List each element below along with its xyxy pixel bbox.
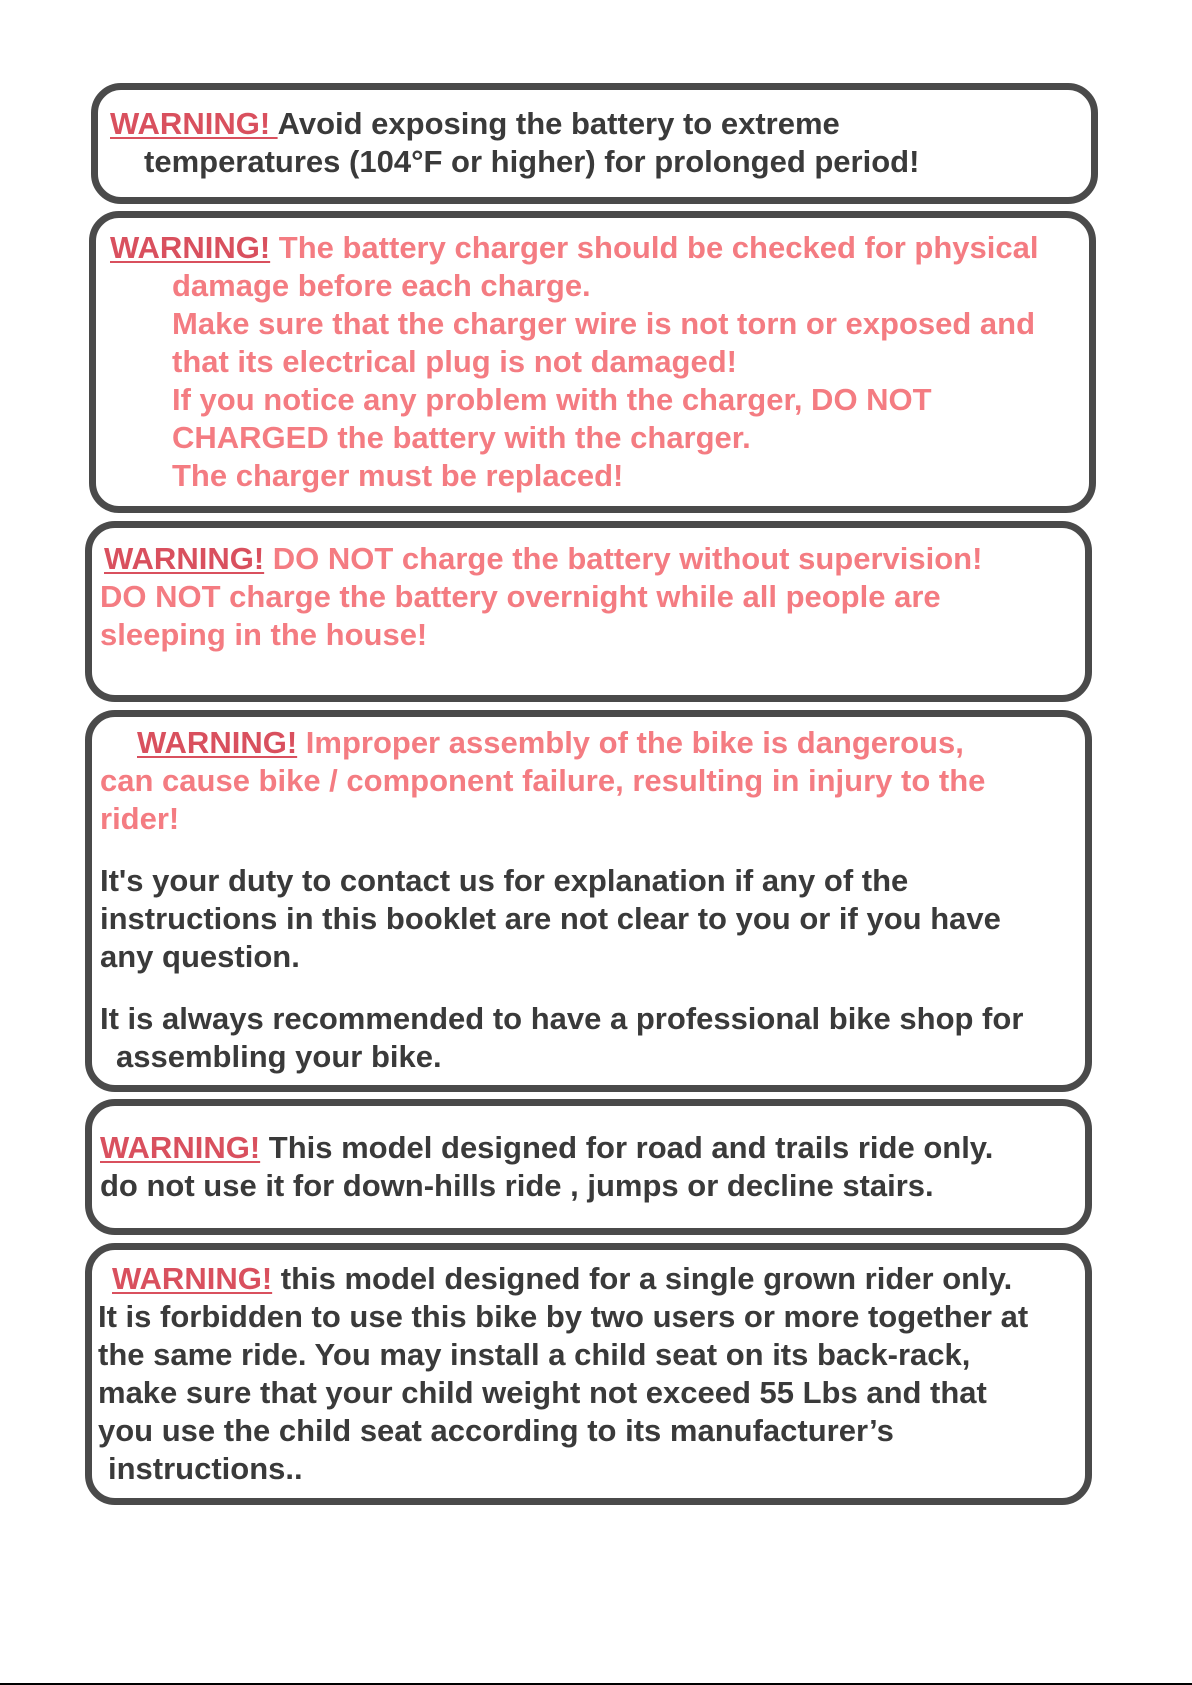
warning-text-line: Make sure that the charger wire is not torn or exposed and xyxy=(172,306,1036,341)
warning-text-line: CHARGED the battery with the charger. xyxy=(172,420,751,455)
warning-label: WARNING! xyxy=(137,725,298,760)
warning-text-line: make sure that your child weight not exceed 55 Lbs and that xyxy=(98,1375,987,1410)
warning-text-line: sleeping in the house! xyxy=(100,617,428,652)
warning-text-line: can cause bike / component failure, resulting in injury to the xyxy=(100,763,986,798)
warning-text-line: damage before each charge. xyxy=(172,268,591,303)
warning-text-line: WARNING! Avoid exposing the battery to extreme xyxy=(110,106,840,141)
warning-text-line: It is always recommended to have a professional bike shop for xyxy=(100,1001,1024,1036)
warning-text-line: WARNING! This model designed for road and trails ride only. xyxy=(100,1130,994,1165)
warning-text-line: WARNING! this model designed for a single grown rider only. xyxy=(112,1261,1013,1296)
warning-label: WARNING! xyxy=(112,1261,273,1296)
warning-text-line: WARNING! DO NOT charge the battery without supervision! xyxy=(104,541,983,576)
warning-text-line: instructions in this booklet are not clear to you or if you have xyxy=(100,901,1001,936)
warning-text-line: instructions.. xyxy=(108,1451,303,1486)
warning-text-line: assembling your bike. xyxy=(116,1039,442,1074)
warning-text-line: It is forbidden to use this bike by two users or more together at xyxy=(98,1299,1029,1334)
warning-text-line: If you notice any problem with the charger, DO NOT xyxy=(172,382,932,417)
warning-text-line: rider! xyxy=(100,801,180,836)
warning-text-line: do not use it for down-hills ride , jumps or decline stairs. xyxy=(100,1168,934,1203)
warning-text-line: temperatures (104°F or higher) for prolonged period! xyxy=(144,144,920,179)
warning-text-line: It's your duty to contact us for explanation if any of the xyxy=(100,863,909,898)
warning-text-line: any question. xyxy=(100,939,300,974)
warning-label: WARNING! xyxy=(104,541,265,576)
warning-label: WARNING! xyxy=(100,1130,261,1165)
warning-label: WARNING! xyxy=(110,106,278,141)
warning-text-line: The charger must be replaced! xyxy=(172,458,624,493)
warning-text-line: you use the child seat according to its manufacturer’s xyxy=(98,1413,894,1448)
warning-label: WARNING! xyxy=(110,230,271,265)
warning-text-line: DO NOT charge the battery overnight while all people are xyxy=(100,579,941,614)
warning-text-line: that its electrical plug is not damaged! xyxy=(172,344,737,379)
warning-text-line: the same ride. You may install a child seat on its back-rack, xyxy=(98,1337,971,1372)
warning-text-line: WARNING! The battery charger should be checked for physical xyxy=(110,230,1039,265)
warning-text-line: WARNING! Improper assembly of the bike is dangerous, xyxy=(137,725,964,760)
